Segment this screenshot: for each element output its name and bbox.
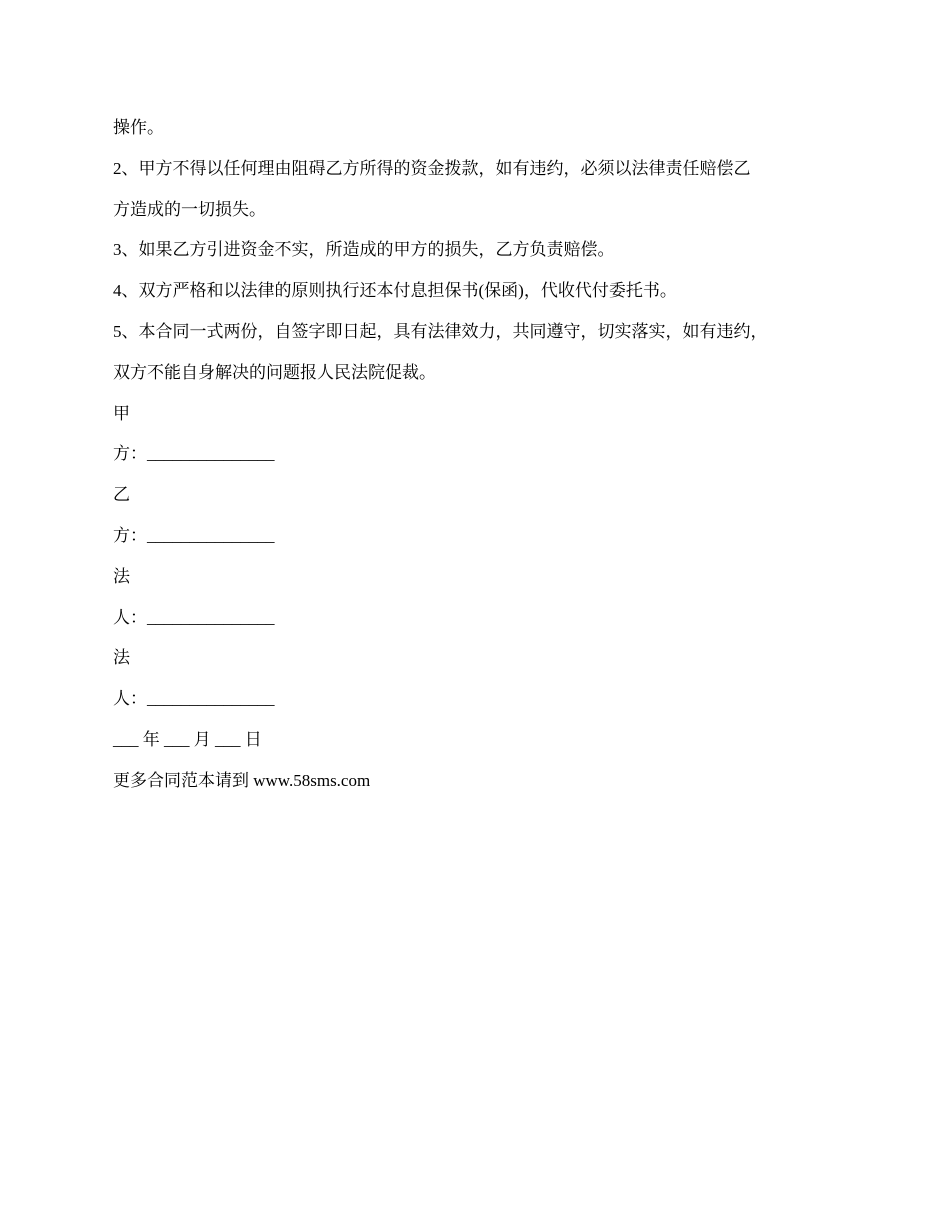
document-body	[113, 108, 843, 802]
clause-4: 4、双方严格和以法律的原则执行还本付息担保书(保函)，代收代付委托书。	[113, 281, 677, 301]
party-b-label-top: 乙	[113, 485, 130, 505]
party-a-signature-field: 方：_______________	[113, 444, 275, 464]
clause-3: 3、如果乙方引进资金不实，所造成的甲方的损失，乙方负责赔偿。	[113, 240, 615, 260]
clause-2-line-2: 方造成的一切损失。	[113, 199, 266, 219]
legal-rep-2-signature-field: 人：_______________	[113, 689, 275, 709]
legal-rep-1-label-top: 法	[113, 566, 130, 586]
party-b-signature-field: 方：_______________	[113, 525, 275, 545]
clause-2-line-1: 2、甲方不得以任何理由阻碍乙方所得的资金拨款，如有违约，必须以法律责任赔偿乙	[113, 158, 751, 178]
clause-line: 操作。	[113, 118, 164, 137]
legal-rep-1-signature-field: 人：_______________	[113, 607, 275, 627]
legal-rep-2-label-top: 法	[113, 648, 130, 668]
party-a-label-top: 甲	[113, 403, 130, 423]
date-line: ___ 年 ___ 月 ___ 日	[113, 729, 262, 749]
clause-5-line-2: 双方不能自身解决的问题报人民法院促裁。	[113, 362, 436, 382]
clause-5-line-1: 5、本合同一式两份，自签字即日起，具有法律效力，共同遵守，切实落实，如有违约，	[113, 321, 768, 341]
footer-text: 更多合同范本请到 www.58sms.com	[113, 770, 371, 790]
